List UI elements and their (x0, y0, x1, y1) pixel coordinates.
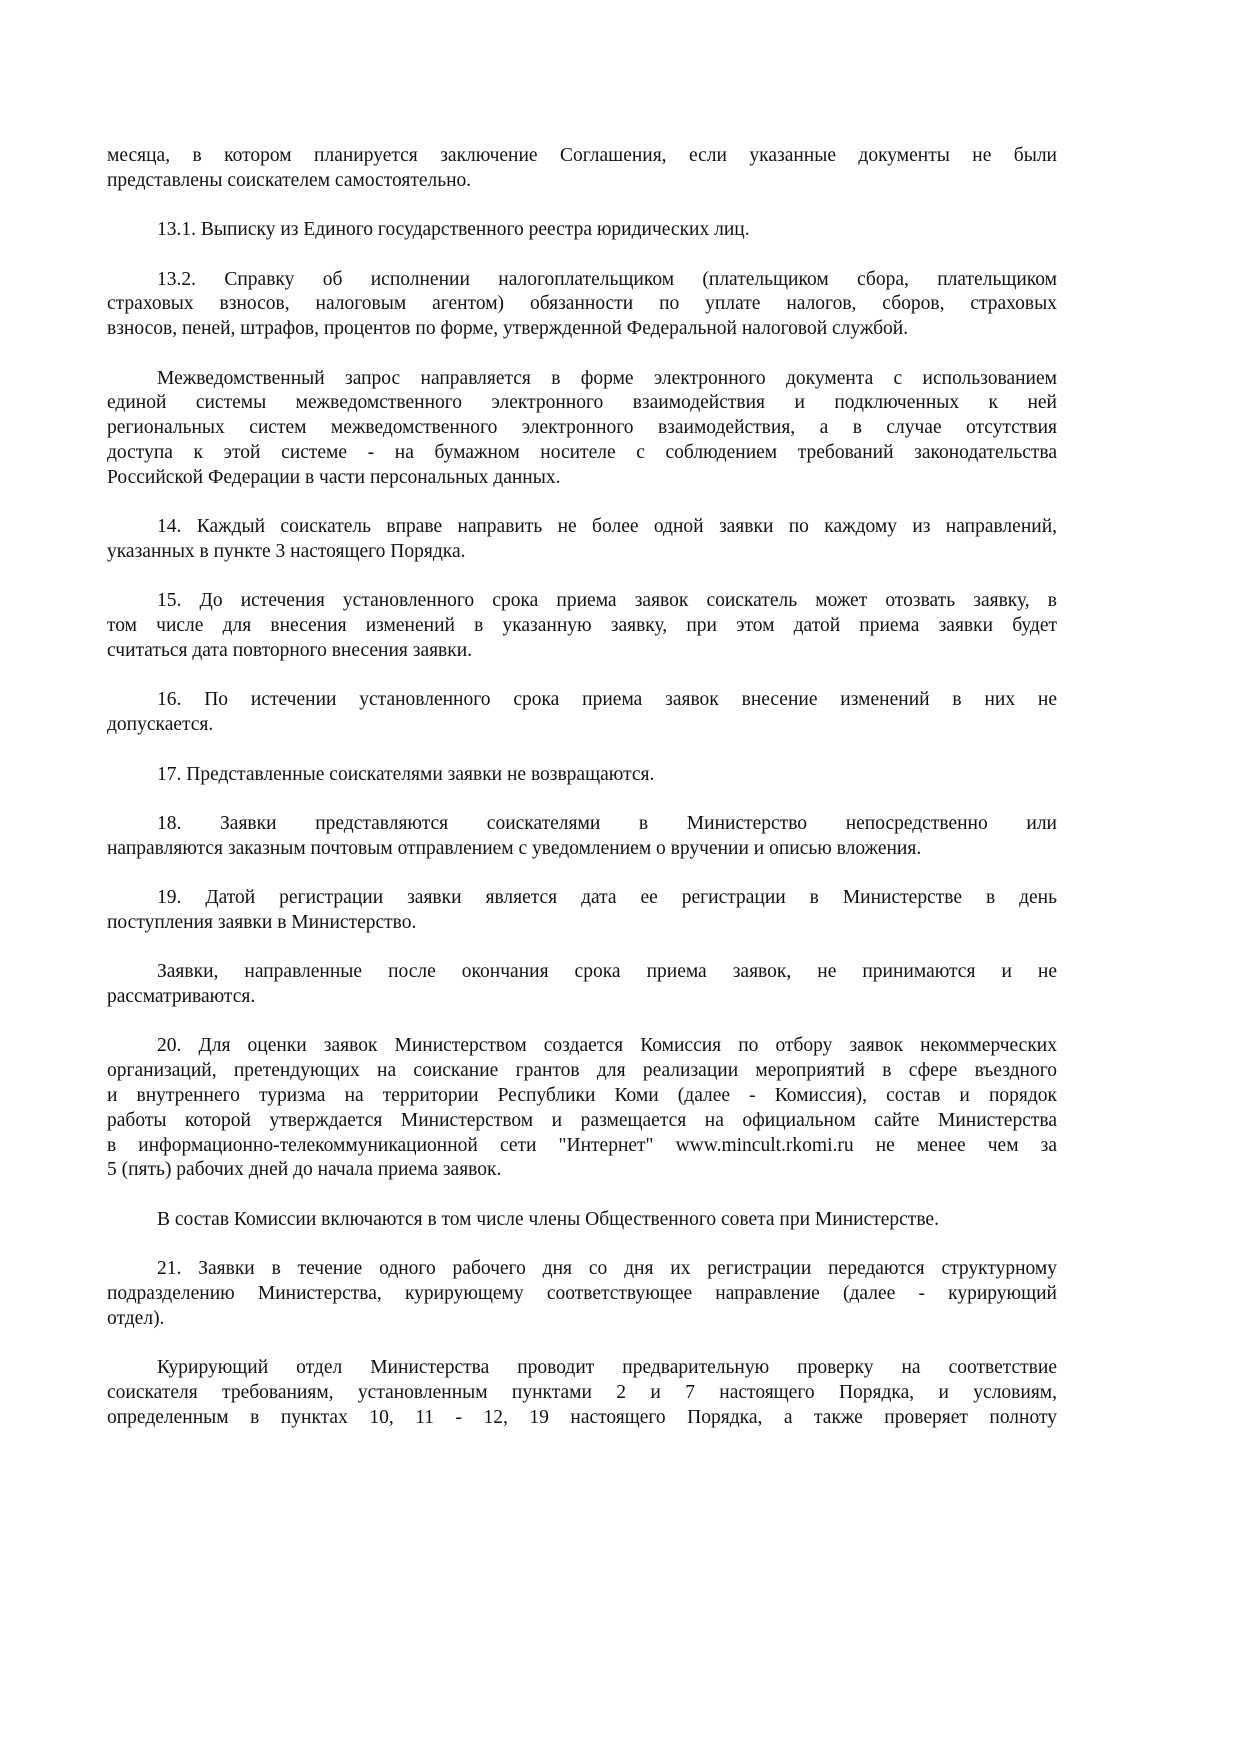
paragraph (107, 1034, 1057, 1183)
text-line: Курирующий отдел Министерства проводит предварительную проверку на соответствие (157, 1357, 1057, 1379)
paragraph (107, 1208, 1057, 1233)
paragraph (107, 763, 1057, 788)
paragraph (107, 367, 1057, 491)
text-line: 15. До истечения установленного срока приема заявок соискатель может отозвать заявку, в (157, 590, 1057, 612)
text-line: взносов, пеней, штрафов, процентов по форме, утвержденной Федеральной налоговой службой. (107, 318, 909, 340)
paragraph (107, 812, 1057, 862)
text-line: 14. Каждый соискатель вправе направить не более одной заявки по каждому из направлений, (157, 516, 1057, 538)
text-line: поступления заявки в Министерство. (107, 911, 417, 933)
paragraph (107, 144, 1057, 194)
paragraph (107, 218, 1057, 243)
text-line: подразделению Министерства, курирующему соответствующее направление (далее - курирующий (107, 1283, 1057, 1305)
text-line: соискателя требованиям, установленным пунктами 2 и 7 настоящего Порядка, и условиям, (107, 1382, 1057, 1403)
text-line: 5 (пять) рабочих дней до начала приема заявок. (107, 1159, 502, 1181)
text-line: указанных в пункте 3 настоящего Порядка. (107, 540, 466, 562)
paragraph (107, 1356, 1057, 1430)
text-line: в информационно-телекоммуникационной сети "Интернет" www.mincult.rkomi.ru не менее чем за (107, 1134, 1057, 1156)
text-line: и внутреннего туризма на территории Республики Коми (далее - Комиссия), состав и порядок (107, 1085, 1057, 1107)
paragraph (107, 515, 1057, 565)
text-line: допускается. (107, 714, 214, 736)
text-line: Межведомственный запрос направляется в форме электронного документа с использованием (157, 367, 1057, 389)
text-line: 17. Представленные соискателями заявки не возвращаются. (157, 763, 655, 785)
text-line: отдел). (107, 1307, 165, 1329)
paragraph (107, 268, 1057, 342)
text-line: Российской Федерации в части персональных данных. (107, 466, 561, 488)
text-line: 18. Заявки представляются соискателями в Министерство непосредственно или (157, 812, 1057, 834)
text-line: 19. Датой регистрации заявки является дата ее регистрации в Министерстве в день (157, 887, 1057, 909)
text-line: 13.2. Справку об исполнении налогоплательщиком (плательщиком сбора, плательщиком (157, 268, 1057, 290)
text-line: направляются заказным почтовым отправлением с уведомлением о вручении и описью вложения. (107, 837, 922, 859)
text-line: 20. Для оценки заявок Министерством создается Комиссия по отбору заявок некоммерческих (157, 1035, 1057, 1057)
text-line: 21. Заявки в течение одного рабочего дня со дня их регистрации передаются структурному (157, 1258, 1057, 1280)
text-line: представлены соискателем самостоятельно. (107, 169, 472, 191)
text-line: страховых взносов, налоговым агентом) обязанности по уплате налогов, сборов, страховых (107, 293, 1057, 315)
text-line: том числе для внесения изменений в указанную заявку, при этом датой приема заявки будет (107, 615, 1057, 637)
text-line: считаться дата повторного внесения заявки. (107, 639, 473, 661)
paragraph (107, 960, 1057, 1010)
text-line: определенным в пунктах 10, 11 - 12, 19 настоящего Порядка, а также проверяет полноту (107, 1406, 1057, 1428)
text-line: рассматриваются. (107, 986, 256, 1008)
text-line: 16. По истечении установленного срока приема заявок внесение изменений в них не (157, 689, 1057, 711)
paragraph (107, 688, 1057, 738)
paragraph (107, 1257, 1057, 1331)
text-line: 13.1. Выписку из Единого государственного реестра юридических лиц. (157, 219, 750, 241)
text-line: работы которой утверждается Министерством и размещается на официальном сайте Министерства (107, 1109, 1057, 1131)
text-line: доступа к этой системе - на бумажном носителе с соблюдением требований законодательства (107, 441, 1057, 463)
document-page (107, 144, 1057, 1455)
text-line: Заявки, направленные после окончания срока приема заявок, не принимаются и не (157, 961, 1057, 983)
text-line: В состав Комиссии включаются в том числе члены Общественного совета при Министерстве. (157, 1208, 939, 1230)
text-line: месяца, в котором планируется заключение Соглашения, если указанные документы не были (107, 145, 1057, 166)
text-line: единой системы межведомственного электронного взаимодействия и подключенных к ней (107, 392, 1057, 414)
paragraph (107, 886, 1057, 936)
paragraph (107, 589, 1057, 663)
text-line: региональных систем межведомственного электронного взаимодействия, а в случае отсутствия (107, 417, 1057, 439)
text-line: организаций, претендующих на соискание грантов для реализации мероприятий в сфере въездного (107, 1060, 1057, 1082)
